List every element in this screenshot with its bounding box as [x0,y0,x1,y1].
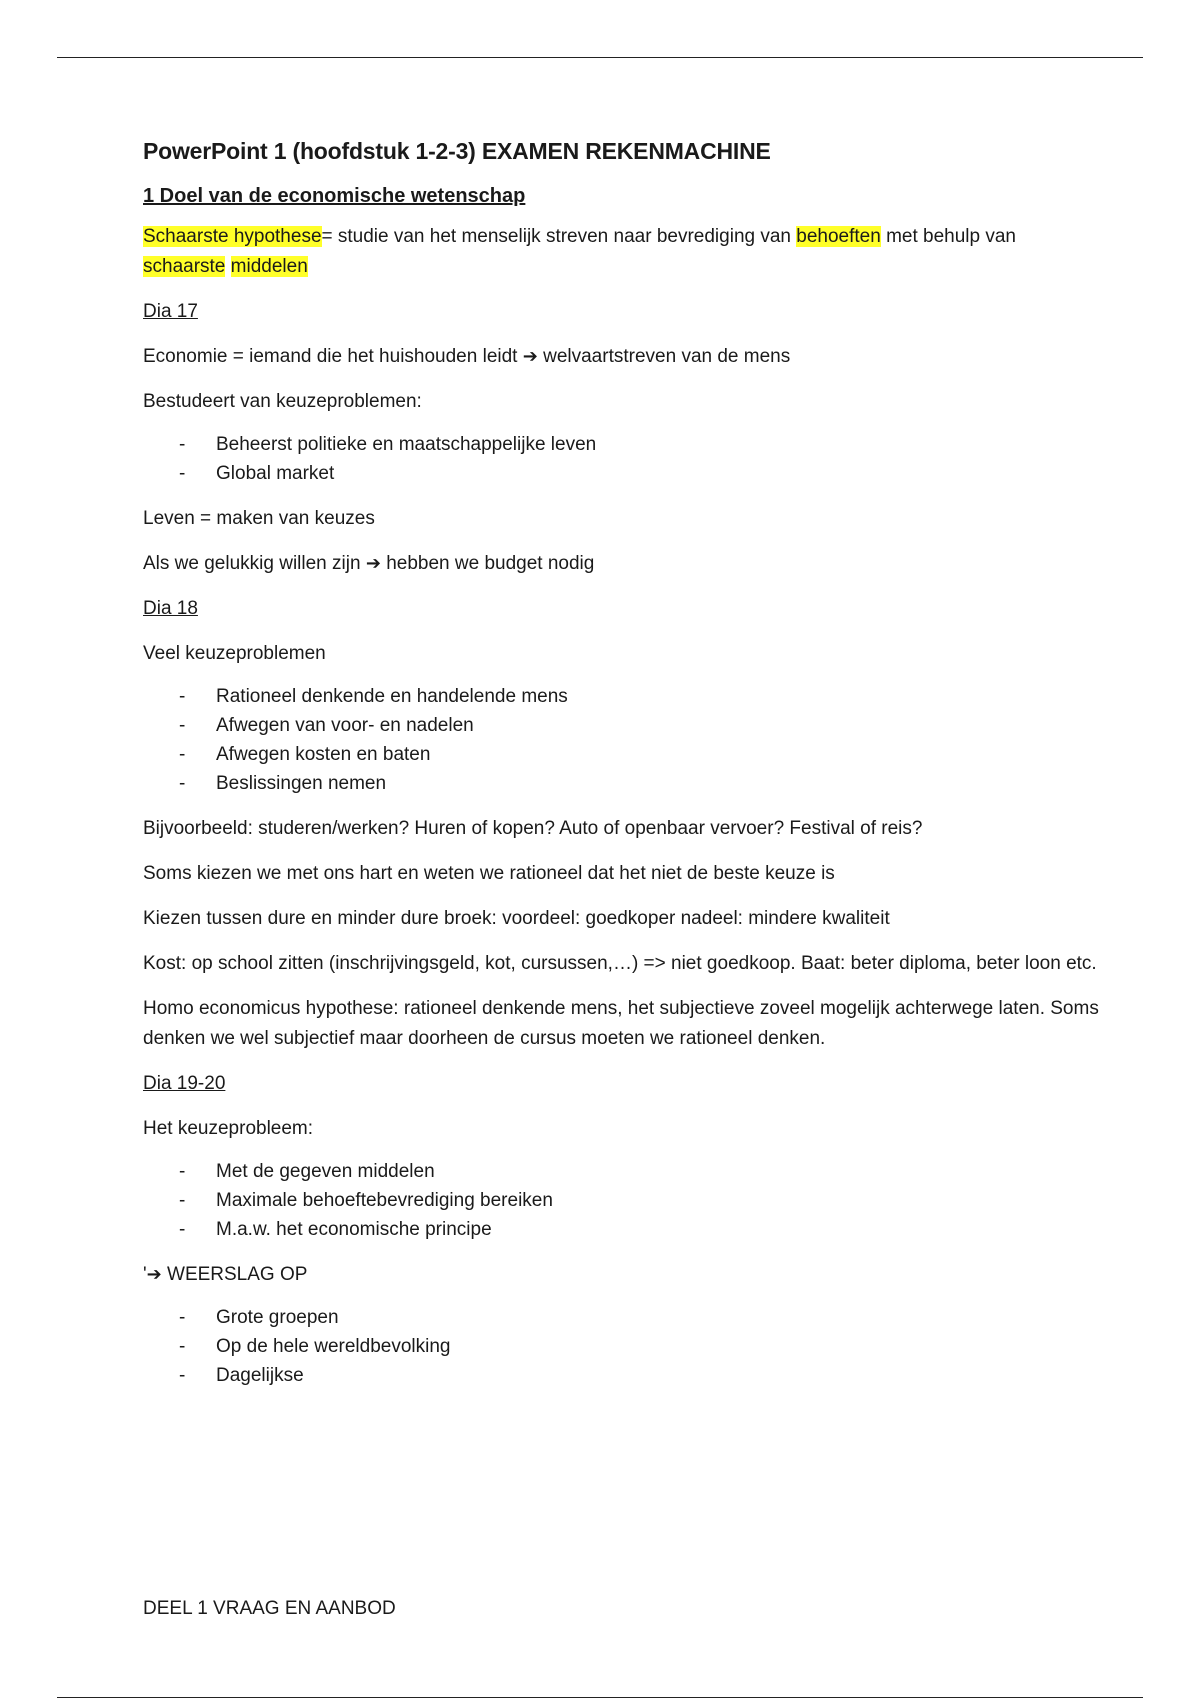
next-section-heading: DEEL 1 VRAAG EN AANBOD [143,1598,396,1619]
paragraph: Homo economicus hypothese: rationeel denkende mens, het subjectieve zoveel mogelijk achterwege laten. Soms denken we wel subjectief maar doorheen de cursus moeten we rationeel denken. [143,998,1099,1049]
list-item: - Op de hele wereldbevolking [143,1332,1103,1361]
paragraph: Leven = maken van keuzes [143,508,375,529]
paragraph: Kiezen tussen dure en minder dure broek: voordeel: goedkoper nadeel: mindere kwaliteit [143,908,890,929]
bullet-list [143,430,1103,488]
highlight-schaarste: schaarste [143,256,226,277]
arrow-icon: ➔ [146,1264,162,1285]
list-item: - Grote groepen [143,1303,1103,1332]
bullet-list [143,1303,1103,1390]
paragraph: Bestudeert van keuzeproblemen: [143,391,422,412]
paragraph: Als we gelukkig willen zijn ➔ hebben we budget nodig [143,553,595,574]
list-item: - Rationeel denkende en handelende mens [143,682,1103,711]
paragraph: Veel keuzeproblemen [143,643,326,664]
paragraph: Kost: op school zitten (inschrijvingsgeld, kot, cursussen,…) => niet goedkoop. Baat: beter diploma, beter loon etc. [143,953,1097,974]
slide-heading-dia19-20: Dia 19-20 [143,1073,226,1094]
highlight-term: Schaarste hypothese [143,226,322,247]
paragraph: Het keuzeprobleem: [143,1118,314,1139]
dash-bullet: - [179,744,186,765]
top-rule [57,57,1143,58]
dash-bullet: - [179,434,186,455]
paragraph: Bijvoorbeeld: studeren/werken? Huren of kopen? Auto of openbaar vervoer? Festival of reis? [143,818,923,839]
arrow-icon: ➔ [365,553,381,574]
paragraph: Soms kiezen we met ons hart en weten we rationeel dat het niet de beste keuze is [143,863,835,884]
slide-heading-dia18: Dia 18 [143,598,198,619]
dash-bullet: - [179,1219,186,1240]
dash-bullet: - [179,1161,186,1182]
highlight-middelen: middelen [230,256,308,277]
bullet-list [143,1157,1103,1244]
arrow-icon: ➔ [522,346,538,367]
section-heading: 1 Doel van de economische wetenschap [143,185,526,207]
list-item: - M.a.w. het economische principe [143,1215,1103,1244]
dash-bullet: - [179,463,186,484]
dash-bullet: - [179,1190,186,1211]
bullet-list [143,682,1103,798]
list-item: - Maximale behoeftebevrediging bereiken [143,1186,1103,1215]
list-item: - Met de gegeven middelen [143,1157,1103,1186]
bottom-rule [57,1697,1143,1698]
dash-bullet: - [179,1365,186,1386]
dash-bullet: - [179,1336,186,1357]
dash-bullet: - [179,715,186,736]
dash-bullet: - [179,773,186,794]
paragraph: Economie = iemand die het huishouden leidt ➔ welvaartstreven van de mens [143,346,791,367]
slide-heading-dia17: Dia 17 [143,301,198,322]
list-item: - Afwegen kosten en baten [143,740,1103,769]
highlight-behoeften: behoeften [796,226,881,247]
document-title: PowerPoint 1 (hoofdstuk 1-2-3) EXAMEN REKENMACHINE [143,138,771,164]
list-item: - Global market [143,459,1103,488]
list-item: - Beslissingen nemen [143,769,1103,798]
paragraph: '➔ WEERSLAG OP [143,1264,308,1285]
dash-bullet: - [179,686,186,707]
definition-paragraph: Schaarste hypothese= studie van het menselijk streven naar bevrediging van behoeften met behulp van schaarste middelen [143,226,1016,277]
document-body [143,138,1103,1406]
dash-bullet: - [179,1307,186,1328]
list-item: - Dagelijkse [143,1361,1103,1390]
list-item: - Beheerst politieke en maatschappelijke leven [143,430,1103,459]
list-item: - Afwegen van voor- en nadelen [143,711,1103,740]
